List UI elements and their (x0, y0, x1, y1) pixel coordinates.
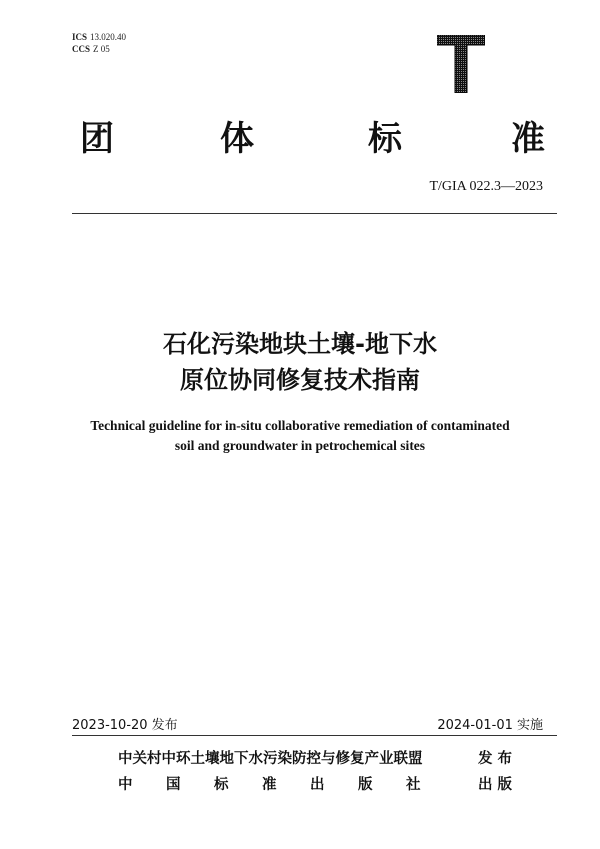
heading-char: 体 (220, 119, 254, 159)
standard-type-heading (70, 118, 550, 160)
ics-code (72, 31, 126, 43)
implement-date: 2024-01-01 实施 (437, 718, 543, 733)
heading-char: 标 (368, 119, 402, 159)
publisher-char: 中 (118, 777, 133, 793)
publisher-char: 国 (166, 777, 181, 793)
publisher-char: 社 (406, 777, 421, 793)
title-en-line2: soil and groundwater in petrochemical sites (174, 438, 426, 453)
standard-number: T/GIA 022.3—2023 (429, 179, 543, 194)
title-cn-line2: 原位协同修复技术指南 (180, 366, 420, 394)
publisher-char: 出 (310, 777, 325, 793)
publisher-char: 标 (214, 777, 229, 793)
heading-char: 团 (80, 119, 114, 159)
publisher-row (118, 774, 516, 796)
bottom-divider (72, 735, 557, 736)
publisher-role: 出 版 (478, 777, 513, 793)
ics-value: 13.020.40 (90, 32, 127, 42)
publisher-char: 版 (358, 777, 373, 793)
top-divider (72, 213, 557, 214)
issuer-name: 中关村中环土壤地下水污染防控与修复产业联盟 (118, 751, 423, 767)
standard-t-logo (437, 35, 485, 93)
title-en-line1: Technical guideline for in-situ collaborative remediation of contaminated (90, 418, 510, 433)
ccs-value: Z 05 (93, 44, 110, 54)
ccs-code (72, 43, 126, 55)
ccs-label: CCS (72, 44, 91, 54)
issuer-role: 发 布 (478, 751, 513, 767)
publisher-char: 准 (262, 777, 277, 793)
issuer-row (118, 748, 516, 770)
heading-char: 准 (511, 119, 545, 159)
ics-label: ICS (72, 32, 88, 42)
title-cn-line1: 石化污染地块土壤-地下水 (163, 330, 437, 358)
classification-codes (72, 31, 126, 55)
issue-date: 2023-10-20 发布 (72, 718, 178, 733)
